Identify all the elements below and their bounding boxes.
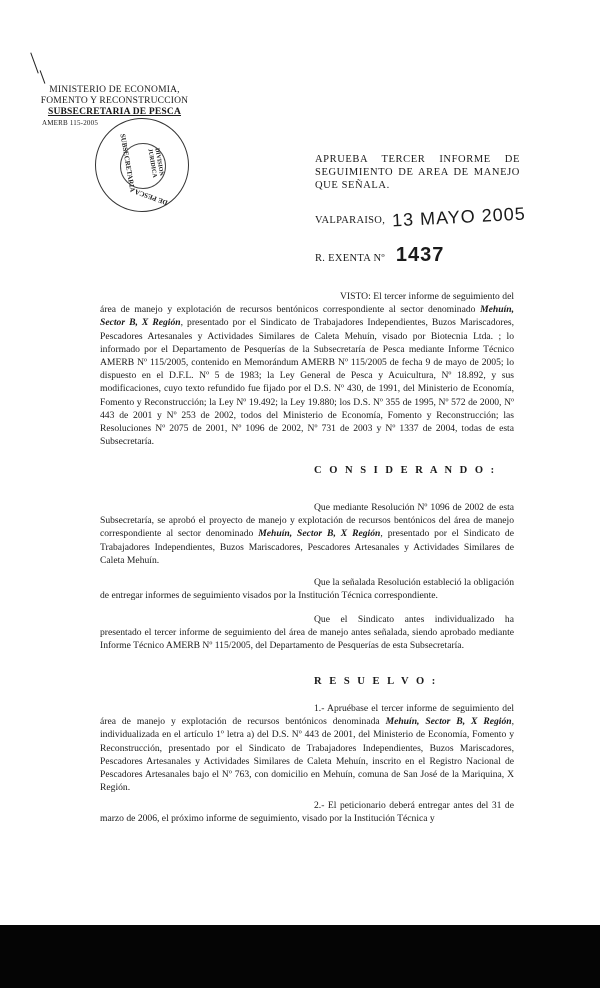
considerando-text: , presentado por el Sindicato de Trabajadores Independientes, Buzos Mariscadores, Pescadores Artesanales y Actividades Similares de Caleta Mehuín. xyxy=(100,528,514,566)
considerando-area-name: Mehuín, Sector B, X Región xyxy=(258,528,381,540)
considerando-paragraph: Que la señalada Resolución estableció la obligación de entregar informes de seguimiento visados por la Institución Técnica correspondiente. xyxy=(100,577,514,602)
considerando-text: Que mediante Resolución Nº 1096 de 2002 de esta Subsecretaría, se aprobó el proyecto de manejo y explotación de recursos bentónicos del área de manejo correspondiente al sector denominado xyxy=(100,502,514,540)
seal-ring-text: SUBSECRETARIA xyxy=(118,133,137,193)
visto-paragraph xyxy=(100,290,514,448)
subject-line: APRUEBA TERCER INFORME DE SEGUIMIENTO DE AREA DE MANEJO QUE SEÑALA. xyxy=(315,154,520,191)
seal-center-text: DIVISION JURIDICA xyxy=(146,147,165,179)
resuelvo-area-name: Mehuín, Sector B, X Región xyxy=(385,716,512,728)
visto-area-name: Mehuín, Sector B, X Región xyxy=(100,304,514,329)
resuelvo-text: , individualizada en el artículo 1º letra a) del D.S. Nº 443 de 2001, del Ministerio de Economía, Fomento y Reconstrucción, presentado por el Sindicato de Trabajadores Independientes, Buzos Mariscadores, Pescadores Artesanales y Actividades Similares de Caleta Mehuín, inscrito en el Registro Nacional de Pescadores Artesanales bajo el Nº 763, con domicilio en Mehuín, comuna de San José de la Mariquina, X Región. xyxy=(100,716,514,794)
considerando-paragraph xyxy=(100,501,514,567)
place-label: VALPARAISO, xyxy=(315,215,386,226)
scan-border xyxy=(0,925,600,988)
subsecretaria-line: SUBSECRETARIA DE PESCA xyxy=(47,107,182,117)
visto-text: El tercer informe de seguimiento del área de manejo y explotación de recursos bentónicos correspondiente al sector denominado xyxy=(100,291,514,316)
considerando-heading: C O N S I D E R A N D O : xyxy=(314,465,497,476)
resolution-number xyxy=(315,244,444,267)
seal-ring-text: DE PESCA xyxy=(133,187,169,207)
ministry-header xyxy=(37,85,192,129)
date-stamp: 13 MAYO 2005 xyxy=(391,203,527,231)
visto-text: , presentado por el Sindicato de Trabajadores Independientes, Buzos Mariscadores, Pescadores Artesanales y Actividades Similares de Caleta Mehuín, visado por Biotecnia Ltda. ; lo informado por el Departamento de Pesquerías de la Subsecretaría de Pesca mediante Informe Técnico AMERB Nº 115/2005, contenido en Memorándum AMERB Nº 115/2005 de fecha 9 de mayo de 2005; lo dispuesto en el D.F.L. Nº 5 de 1983; la Ley General de Pesca y Acuicultura, Nº 18.892, y sus modificaciones, cuyo texto refundido fue fijado por el D.S. Nº 430, de 1991, del Ministerio de Economía, Fomento y Reconstrucción; la Ley Nº 19.492; la Ley 19.880; los D.S. Nº 355 de 1995, Nº 572 de 2000, Nº 443 de 2001 y Nº 253 de 2002, todos del Ministerio de Economía, Fomento y Reconstrucción; las Resoluciones Nº 2075 de 2001, Nº 1096 de 2002, Nº 731 de 2003 y Nº 1337 de 2004, todas de esta Subsecretaría. xyxy=(100,317,514,448)
visto-lead: VISTO: xyxy=(340,291,371,302)
reference-code: AMERB 115-2005 xyxy=(42,119,99,127)
scan-mark-line xyxy=(30,52,38,73)
considerando-paragraph: Que el Sindicato antes individualizado ha presentado el tercer informe de seguimiento del área de manejo antes señalada, siendo aprobado mediante Informe Técnico AMERB Nº 115/2005, del Departamento de Pesquerías de esta Subsecretaría. xyxy=(100,614,514,652)
scan-mark-line xyxy=(40,70,46,83)
resuelvo-heading: R E S U E L V O : xyxy=(314,676,438,687)
place-date xyxy=(315,203,527,231)
resuelvo-paragraph xyxy=(100,702,514,794)
resuelvo-text: 1.- Apruébase el tercer informe de seguimiento del área de manejo y explotación de recursos bentónicos denominada xyxy=(100,703,514,728)
official-seal-stamp xyxy=(95,118,189,212)
ministry-line: FOMENTO Y RECONSTRUCCION xyxy=(40,96,189,106)
ministry-line: MINISTERIO DE ECONOMIA, xyxy=(49,85,180,95)
resolution-label: R. EXENTA Nº xyxy=(315,253,385,264)
resolution-number-handwritten: 1437 xyxy=(395,244,445,266)
resuelvo-paragraph: 2.- El peticionario deberá entregar antes del 31 de marzo de 2006, el próximo informe de seguimiento, visado por la Institución Técnica y xyxy=(100,800,514,825)
